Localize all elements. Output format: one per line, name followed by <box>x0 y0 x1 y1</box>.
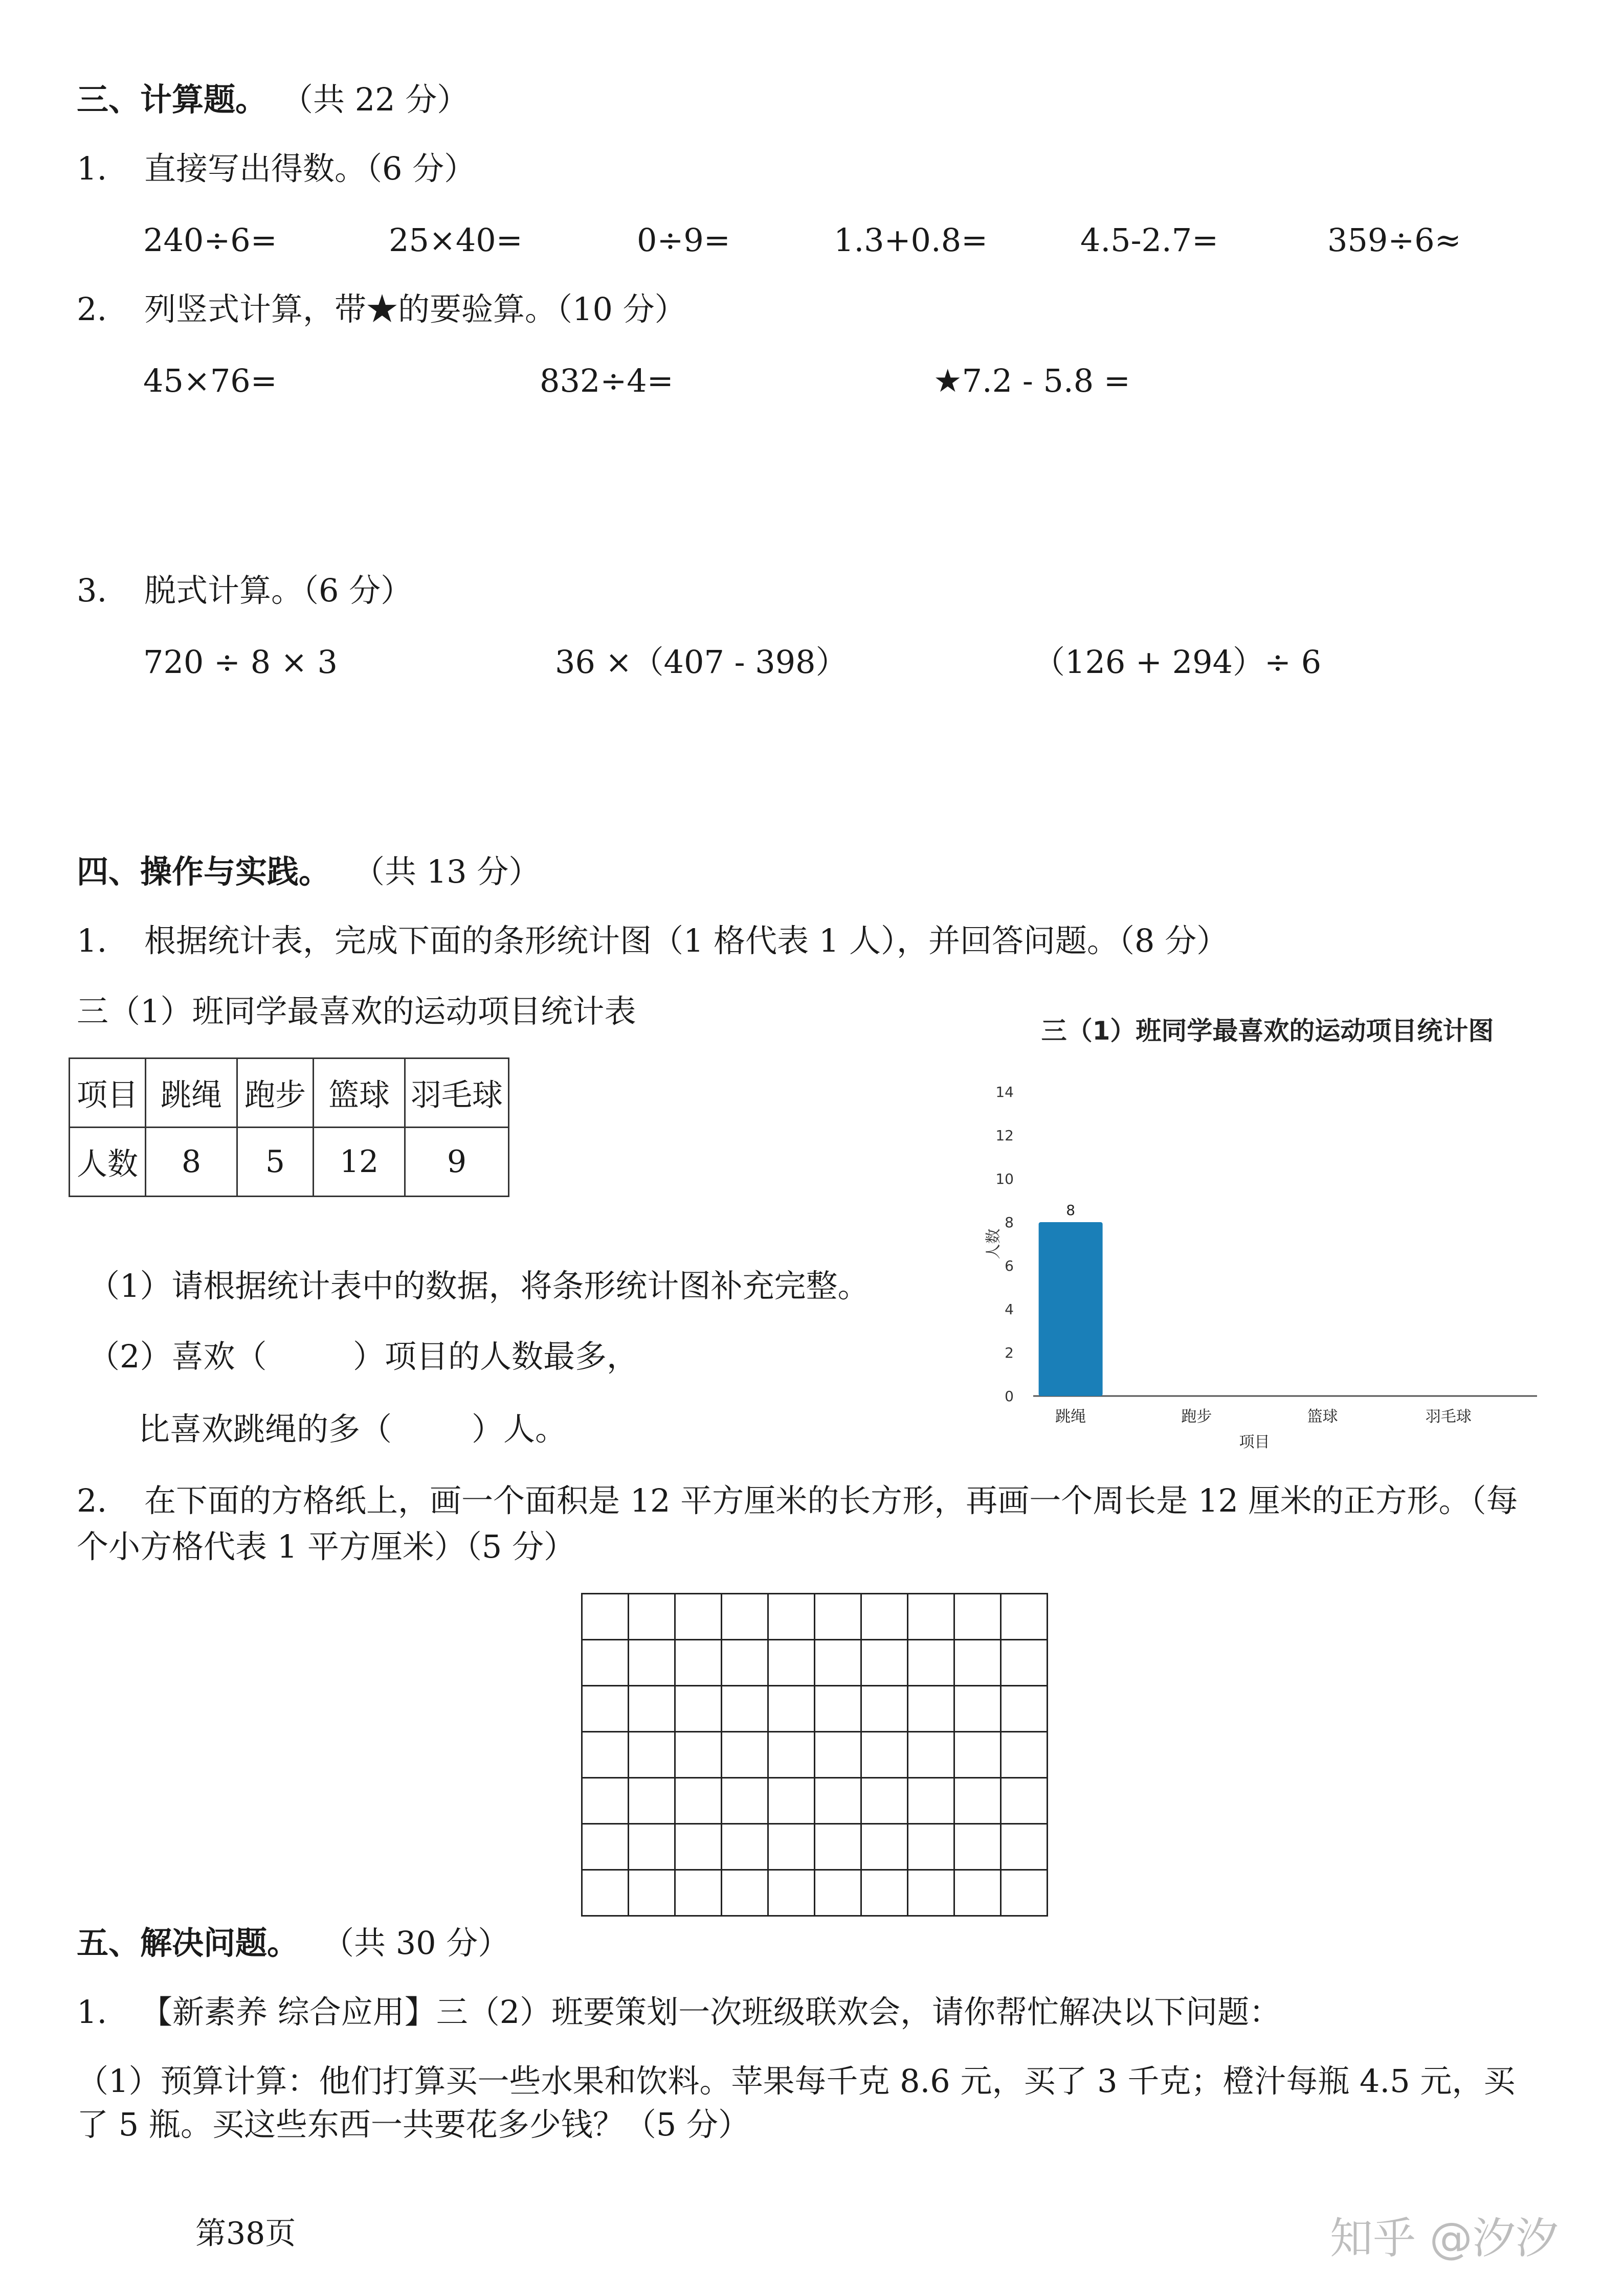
grid-cell[interactable] <box>582 1870 629 1916</box>
table-cell: 8 <box>146 1128 237 1197</box>
vertical-calc-item: 832÷4= <box>540 362 674 399</box>
grid-cell[interactable] <box>722 1732 768 1778</box>
table-cell: 人数 <box>70 1128 146 1197</box>
oral-calc-item: 1.3+0.8= <box>834 221 988 259</box>
grid-cell[interactable] <box>629 1640 675 1686</box>
grid-cell[interactable] <box>768 1732 815 1778</box>
section5-score: （共 30 分） <box>322 1924 510 1962</box>
grid-cell[interactable] <box>908 1686 954 1732</box>
grid-cell[interactable] <box>582 1778 629 1824</box>
grid-cell[interactable] <box>815 1686 861 1732</box>
grid-cell[interactable] <box>675 1640 722 1686</box>
grid-cell[interactable] <box>582 1824 629 1870</box>
q4-1-sub1: （1）请根据统计表中的数据，将条形统计图补充完整。 <box>88 1267 870 1304</box>
bar-chart <box>982 1000 1558 1470</box>
table-cell: 5 <box>237 1128 314 1197</box>
oral-calc-item: 0÷9= <box>637 221 730 259</box>
grid-row <box>582 1824 1048 1870</box>
oral-calc-item: 4.5-2.7= <box>1080 221 1219 259</box>
grid-cell[interactable] <box>861 1640 908 1686</box>
grid-cell[interactable] <box>768 1594 815 1640</box>
q3-1-number: 1. <box>77 150 107 187</box>
step-calc-item: 720 ÷ 8 × 3 <box>143 643 338 681</box>
grid-cell[interactable] <box>815 1732 861 1778</box>
grid-cell[interactable] <box>954 1686 1001 1732</box>
y-tick-label: 2 <box>1005 1344 1014 1361</box>
table-cell: 篮球 <box>314 1059 405 1128</box>
grid-cell[interactable] <box>768 1640 815 1686</box>
q5-1-number: 1. <box>77 1993 107 2031</box>
page-number: 第38页 <box>195 2216 296 2252</box>
grid-cell[interactable] <box>582 1686 629 1732</box>
grid-cell[interactable] <box>722 1870 768 1916</box>
oral-calc-item: 240÷6= <box>143 221 277 259</box>
x-tick-label: 羽毛球 <box>1425 1408 1472 1426</box>
grid-cell[interactable] <box>629 1778 675 1824</box>
section3-score: （共 22 分） <box>281 81 469 118</box>
grid-cell[interactable] <box>629 1732 675 1778</box>
q5-1-sub1-line2: 了 5 瓶。买这些东西一共要花多少钱？（5 分） <box>77 2106 750 2143</box>
table-cell: 9 <box>405 1128 509 1197</box>
grid-cell[interactable] <box>1001 1686 1048 1732</box>
grid-cell[interactable] <box>722 1778 768 1824</box>
grid-cell[interactable] <box>722 1594 768 1640</box>
q3-2-text: 列竖式计算，带★的要验算。（10 分） <box>144 290 686 328</box>
grid-cell[interactable] <box>954 1732 1001 1778</box>
stat-table-title: 三（1）班同学最喜欢的运动项目统计表 <box>77 993 636 1030</box>
table-row <box>70 1059 509 1128</box>
grid-cell[interactable] <box>861 1824 908 1870</box>
q5-1-text: 【新素养 综合应用】三（2）班要策划一次班级联欢会，请你帮忙解决以下问题： <box>141 1993 1281 2031</box>
q5-1-sub1-line1: （1）预算计算：他们打算买一些水果和饮料。苹果每千克 8.6 元，买了 3 千克；橙汁每瓶 4.5 元，买 <box>77 2062 1516 2100</box>
section3-title: 三、计算题。 <box>77 81 268 118</box>
grid-row <box>582 1640 1048 1686</box>
grid-row <box>582 1870 1048 1916</box>
grid-cell[interactable] <box>1001 1594 1048 1640</box>
q4-1-number: 1. <box>77 922 107 959</box>
grid-cell[interactable] <box>629 1594 675 1640</box>
grid-cell[interactable] <box>954 1870 1001 1916</box>
table-cell: 12 <box>314 1128 405 1197</box>
table-cell: 项目 <box>70 1059 146 1128</box>
q4-1-sub2-line2-part2: ）人。 <box>472 1410 567 1448</box>
grid-cell[interactable] <box>675 1686 722 1732</box>
vertical-calc-item: 45×76= <box>143 362 277 399</box>
grid-row <box>582 1778 1048 1824</box>
y-tick-label: 8 <box>1005 1214 1014 1231</box>
grid-cell[interactable] <box>908 1824 954 1870</box>
grid-cell[interactable] <box>675 1732 722 1778</box>
q3-3-text: 脱式计算。（6 分） <box>144 572 413 609</box>
grid-cell[interactable] <box>722 1824 768 1870</box>
q4-1-sub2-line2-part1: 比喜欢跳绳的多（ <box>138 1410 392 1448</box>
grid-cell[interactable] <box>675 1778 722 1824</box>
q4-2-text-line2: 个小方格代表 1 平方厘米）（5 分） <box>77 1528 576 1565</box>
grid-cell[interactable] <box>675 1870 722 1916</box>
grid-cell[interactable] <box>582 1640 629 1686</box>
grid-cell[interactable] <box>722 1640 768 1686</box>
watermark: 知乎 @汐汐 <box>1330 2213 1559 2263</box>
chart-title: 三（1）班同学最喜欢的运动项目统计图 <box>1041 1016 1494 1046</box>
q3-3-number: 3. <box>77 572 107 609</box>
grid-cell[interactable] <box>908 1594 954 1640</box>
grid-cell[interactable] <box>908 1870 954 1916</box>
oral-calc-item: 359÷6≈ <box>1327 221 1461 259</box>
q4-1-text: 根据统计表，完成下面的条形统计图（1 格代表 1 人），并回答问题。（8 分） <box>144 922 1229 959</box>
bar <box>1039 1222 1103 1396</box>
square-grid-paper[interactable] <box>581 1593 1048 1917</box>
grid-cell[interactable] <box>815 1640 861 1686</box>
grid-cell[interactable] <box>861 1594 908 1640</box>
y-tick-label: 14 <box>995 1084 1014 1100</box>
grid-row <box>582 1732 1048 1778</box>
stat-table <box>69 1057 509 1197</box>
grid-cell[interactable] <box>815 1870 861 1916</box>
grid-cell[interactable] <box>954 1594 1001 1640</box>
grid-cell[interactable] <box>815 1778 861 1824</box>
grid-cell[interactable] <box>815 1594 861 1640</box>
grid-cell[interactable] <box>582 1594 629 1640</box>
y-axis-label: 人数 <box>985 1228 1003 1259</box>
step-calc-item: （126 + 294）÷ 6 <box>1033 643 1322 681</box>
grid-cell[interactable] <box>675 1824 722 1870</box>
y-tick-label: 6 <box>1005 1257 1014 1274</box>
section4-score: （共 13 分） <box>353 853 541 890</box>
grid-cell[interactable] <box>768 1870 815 1916</box>
x-tick-label: 篮球 <box>1307 1408 1338 1426</box>
grid-cell[interactable] <box>629 1686 675 1732</box>
bar-chart-svg <box>982 1000 1558 1470</box>
grid-cell[interactable] <box>1001 1870 1048 1916</box>
bar-data-label: 8 <box>1066 1202 1076 1219</box>
grid-row <box>582 1686 1048 1732</box>
grid-cell[interactable] <box>861 1870 908 1916</box>
q3-1-text: 直接写出得数。（6 分） <box>144 150 476 187</box>
q4-1-sub2-part2: ）项目的人数最多， <box>353 1338 639 1375</box>
q4-2-number: 2. <box>77 1482 107 1519</box>
x-axis-label: 项目 <box>1239 1433 1270 1451</box>
oral-calc-item: 25×40= <box>389 221 523 259</box>
grid-cell[interactable] <box>908 1778 954 1824</box>
grid-row <box>582 1594 1048 1640</box>
grid-cell[interactable] <box>908 1640 954 1686</box>
grid-cell[interactable] <box>954 1640 1001 1686</box>
grid-cell[interactable] <box>768 1686 815 1732</box>
grid-cell[interactable] <box>582 1732 629 1778</box>
grid-cell[interactable] <box>954 1778 1001 1824</box>
grid-cell[interactable] <box>1001 1732 1048 1778</box>
x-tick-label: 跑步 <box>1181 1408 1212 1426</box>
vertical-calc-item-verify: ★7.2 - 5.8 = <box>933 362 1130 399</box>
grid-cell[interactable] <box>861 1686 908 1732</box>
grid-cell[interactable] <box>861 1778 908 1824</box>
q3-2-number: 2. <box>77 290 107 328</box>
x-tick-label: 跳绳 <box>1055 1408 1086 1426</box>
y-tick-label: 12 <box>995 1127 1014 1144</box>
y-tick-label: 10 <box>995 1170 1014 1187</box>
grid-cell[interactable] <box>908 1732 954 1778</box>
grid-cell[interactable] <box>722 1686 768 1732</box>
table-cell: 羽毛球 <box>405 1059 509 1128</box>
grid-cell[interactable] <box>1001 1640 1048 1686</box>
table-cell: 跳绳 <box>146 1059 237 1128</box>
grid-cell[interactable] <box>861 1732 908 1778</box>
grid-cell[interactable] <box>768 1778 815 1824</box>
grid-cell[interactable] <box>954 1824 1001 1870</box>
q4-2-text-line1: 在下面的方格纸上，画一个面积是 12 平方厘米的长方形，再画一个周长是 12 厘米的正方形。（每 <box>144 1482 1518 1519</box>
table-row <box>70 1128 509 1197</box>
y-tick-label: 0 <box>1005 1388 1014 1405</box>
y-tick-label: 4 <box>1005 1301 1014 1318</box>
grid-cell[interactable] <box>629 1824 675 1870</box>
grid-cell[interactable] <box>815 1824 861 1870</box>
step-calc-item: 36 ×（407 - 398） <box>555 643 848 681</box>
table-cell: 跑步 <box>237 1059 314 1128</box>
grid-cell[interactable] <box>768 1824 815 1870</box>
grid-cell[interactable] <box>1001 1778 1048 1824</box>
q4-1-sub2-part1: （2）喜欢（ <box>88 1338 267 1375</box>
grid-cell[interactable] <box>675 1594 722 1640</box>
grid-cell[interactable] <box>629 1870 675 1916</box>
section5-title: 五、解决问题。 <box>77 1924 299 1962</box>
section4-title: 四、操作与实践。 <box>77 853 331 890</box>
grid-cell[interactable] <box>1001 1824 1048 1870</box>
